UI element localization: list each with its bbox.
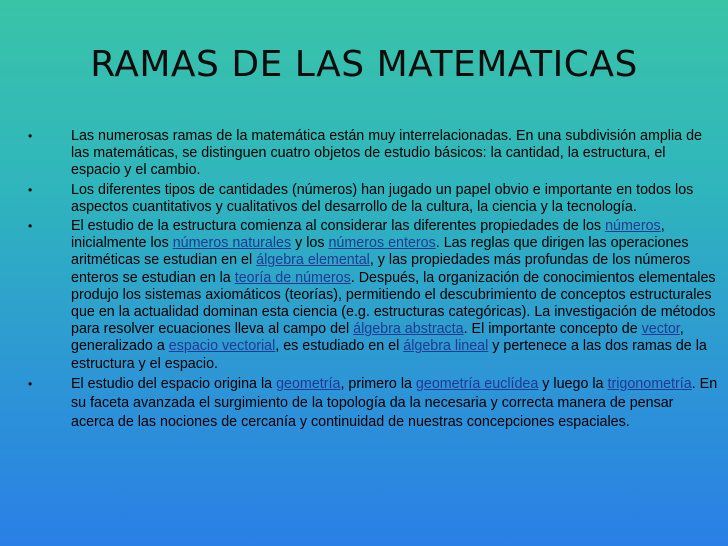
bullet-text: , primero la [340, 375, 416, 392]
bullet-text: , generalizado a [71, 321, 684, 355]
bullet-text: Las numerosas ramas de la matemática están muy interrelacionadas. En una subdivisión amplia de las matemáticas, se distinguen cuatro objetos de estudio básicos: la cantidad, la estructura, el espacio y el cambio. [71, 128, 702, 179]
bullet-text: y los [291, 235, 329, 252]
link-algebra-abstracta[interactable]: álgebra abstracta [353, 321, 464, 338]
bullet-text: Los diferentes tipos de cantidades (números) han jugado un papel obvio e importante en todos los aspectos cuantitativos y cualitativos del desarrollo de la cultura, la ciencia y la tecnología. [71, 181, 694, 215]
bullet-text: y pertenece a las dos ramas de la estructura y el espacio. [71, 338, 707, 372]
bullet-text: . Las reglas que dirigen las operaciones aritméticas se estudian en el [71, 235, 689, 269]
slide-title: RAMAS DE LAS MATEMATICAS [90, 44, 638, 85]
bullet-item-3 [28, 218, 718, 373]
bullet-icon: • [28, 376, 33, 391]
link-teoria-de-numeros[interactable]: teoría de números [234, 269, 351, 286]
bullet-text: y luego la [538, 375, 608, 392]
bullet-text: El estudio del espacio origina la [71, 375, 277, 392]
link-geometria[interactable]: geometría [276, 375, 341, 392]
link-vector[interactable]: vector [641, 321, 680, 338]
bullet-text: El estudio de la estructura comienza al considerar las diferentes propiedades de los [71, 218, 606, 235]
link-numeros-enteros[interactable]: números enteros [328, 235, 436, 252]
bullet-text: . El importante concepto de [463, 321, 642, 338]
bullet-item-4 [28, 375, 718, 432]
bullet-icon: • [28, 182, 33, 197]
bullet-item-2 [28, 182, 718, 216]
link-algebra-lineal[interactable]: álgebra lineal [403, 338, 489, 355]
bullet-icon: • [28, 219, 33, 234]
bullet-text: , es estudiado en el [275, 338, 404, 355]
bullet-icon: • [28, 129, 33, 143]
link-trigonometria[interactable]: trigonometría [607, 375, 692, 392]
bullet-text: . Después, la organización de conocimientos elementales produjo los sistemas axiomáticos (teorías), permitiendo el descubrimiento de conceptos estructurales que en la actualidad dominan esta ciencia (e.g. estructuras categóricas). La investigación de métodos para resolver ecuaciones lleva al campo del [71, 269, 716, 338]
bullet-text: , y las propiedades más profundas de los números enteros se estudian en la [71, 252, 691, 286]
bullet-text: , inicialmente los [71, 218, 665, 252]
link-numeros[interactable]: números [605, 218, 661, 235]
link-algebra-elemental[interactable]: álgebra elemental [256, 252, 370, 269]
bullet-text: . En su faceta avanzada el surgimiento de la topología da la necesaria y correcta manera de pensar acerca de las nociones de cercanía y continuidad de nuestras concepciones espaciales. [71, 375, 718, 430]
link-espacio-vectorial[interactable]: espacio vectorial [168, 338, 276, 355]
bullet-item-1 [28, 128, 718, 180]
link-numeros-naturales[interactable]: números naturales [172, 235, 292, 252]
link-geometria-euclidea[interactable]: geometría euclídea [415, 375, 539, 392]
bullet-list [28, 128, 718, 434]
